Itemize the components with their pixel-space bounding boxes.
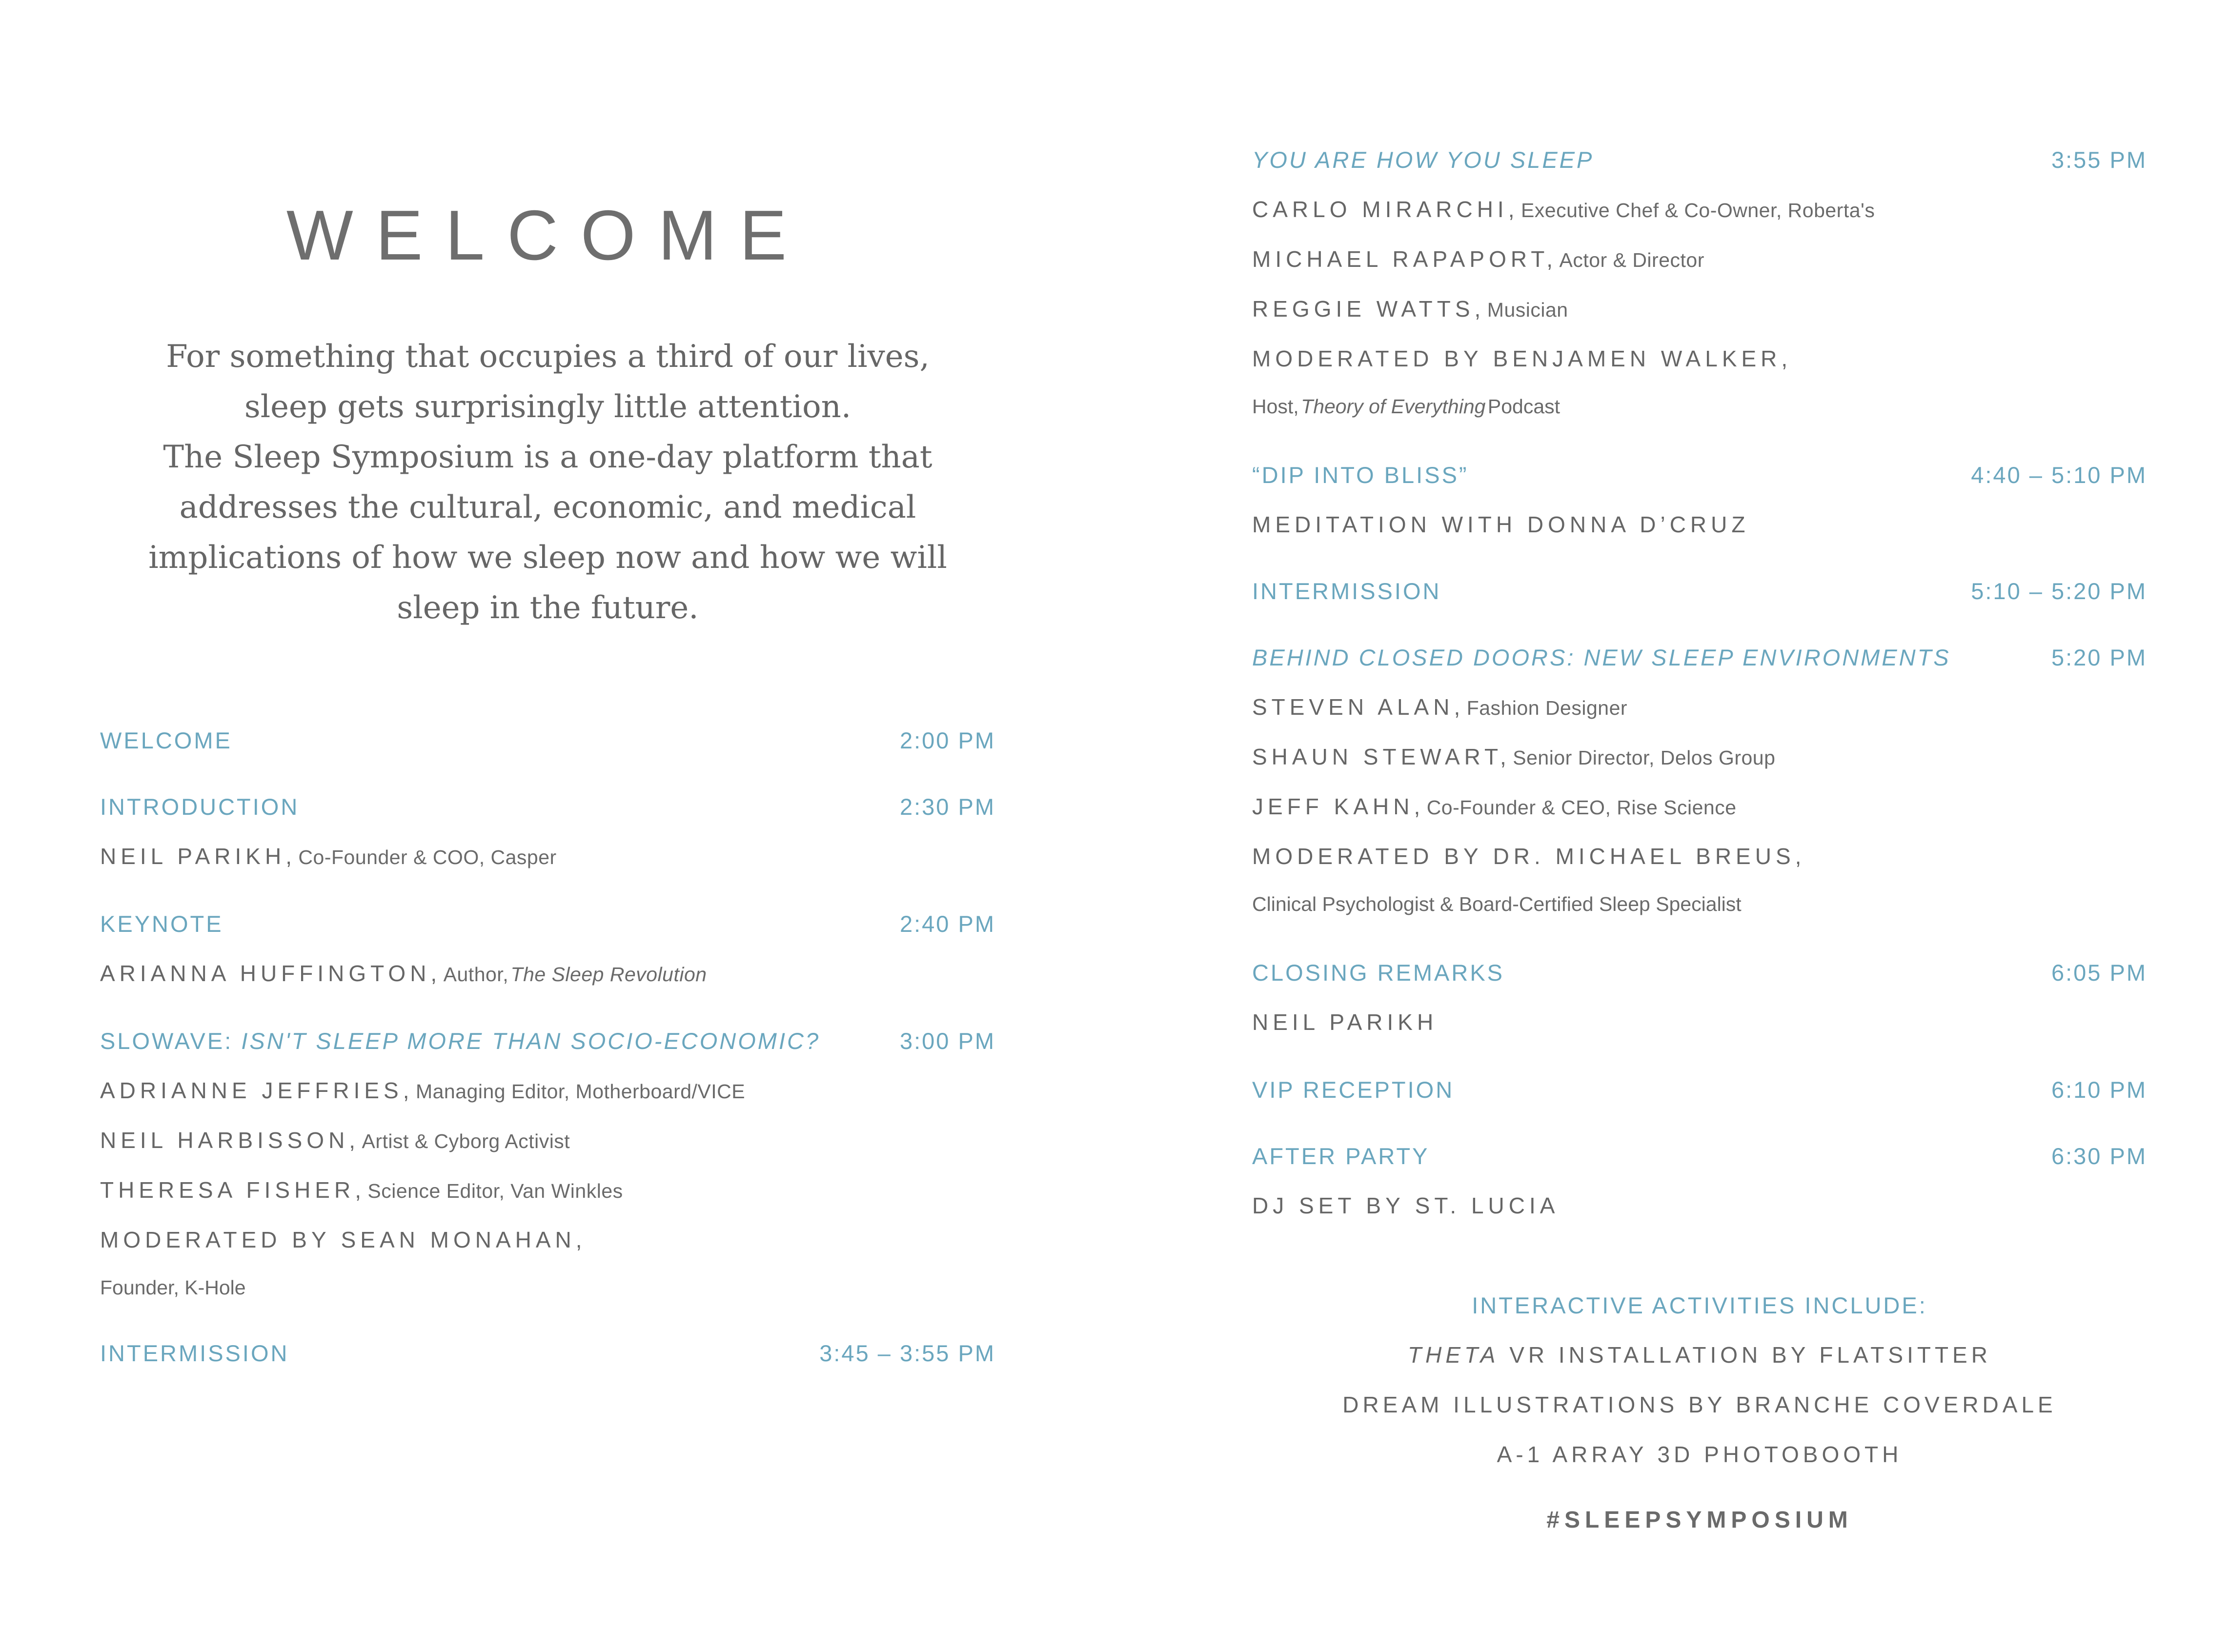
speaker-role: Managing Editor, Motherboard/VICE [415, 1080, 746, 1103]
speaker-row [100, 960, 995, 994]
speaker-name: MICHAEL RAPAPORT, [1252, 246, 1558, 272]
speaker-row [100, 1077, 995, 1111]
intro-line: For something that occupies a third of our lives, [166, 339, 930, 375]
section-time: 5:10 – 5:20 PM [1971, 578, 2147, 604]
section-time: 6:05 PM [2051, 960, 2147, 986]
moderator-row [1252, 843, 2147, 877]
section-time: 6:30 PM [2051, 1143, 2147, 1169]
schedule-intermission [100, 1340, 995, 1374]
speaker-row [1252, 694, 2147, 728]
section-time: 6:10 PM [2051, 1077, 2147, 1103]
detail-row [1252, 1192, 2147, 1227]
schedule-you-are [1252, 146, 2147, 181]
speaker-row [100, 843, 995, 877]
section-label: AFTER PARTY [1252, 1143, 1430, 1169]
speaker-row [1252, 744, 2147, 778]
section-time: 3:00 PM [899, 1028, 995, 1054]
section-label: INTERMISSION [1252, 578, 1441, 604]
activity-theta-rest: VR INSTALLATION BY FLATSITTER [1509, 1342, 1991, 1368]
section-label: VIP RECEPTION [1252, 1077, 1455, 1103]
section-label: “DIP INTO BLISS” [1252, 462, 1469, 488]
welcome-title: WELCOME [286, 196, 810, 275]
intro-line: The Sleep Symposium is a one-day platform that [163, 439, 932, 475]
moderator-role-row [1252, 395, 2147, 429]
speaker-role-prefix: Author, [443, 963, 509, 986]
speaker-role: Musician [1487, 299, 1568, 321]
moderator-row [1252, 345, 2147, 380]
speaker-name: THERESA FISHER, [100, 1177, 365, 1203]
session-detail: MEDITATION WITH DONNA D’CRUZ [1252, 512, 1750, 537]
speaker-role: Executive Chef & Co-Owner, Roberta's [1520, 199, 1875, 222]
speaker-role: Artist & Cyborg Activist [362, 1130, 570, 1152]
intro-paragraph [100, 332, 995, 633]
speaker-row [1252, 793, 2147, 827]
section-time: 5:20 PM [2051, 645, 2147, 670]
schedule-welcome [100, 727, 995, 761]
speaker-name: NEIL PARIKH, [100, 844, 296, 869]
moderator-role-prefix: Host, [1252, 395, 1299, 418]
activity-item: A-1 ARRAY 3D PHOTOBOOTH [1497, 1442, 1903, 1467]
speaker-name: ADRIANNE JEFFRIES, [100, 1078, 414, 1103]
intro-line: addresses the cultural, economic, and medical [179, 489, 916, 525]
schedule-bliss [1252, 462, 2147, 496]
speaker-role: Science Editor, Van Winkles [367, 1180, 623, 1202]
intro-line: implications of how we sleep now and how we will [148, 540, 947, 576]
moderator-role-row [1252, 893, 2147, 927]
session-detail: DJ SET BY ST. LUCIA [1252, 1193, 1560, 1218]
section-label: WELCOME [100, 727, 232, 753]
intro-line: sleep gets surprisingly little attention. [244, 389, 851, 425]
moderator-role: Founder, K-Hole [100, 1276, 246, 1299]
moderator-role-suffix: Podcast [1487, 395, 1560, 418]
section-label: CLOSING REMARKS [1252, 960, 1505, 986]
section-label: INTERMISSION [100, 1340, 289, 1366]
moderator-name: MODERATED BY DR. MICHAEL BREUS, [1252, 844, 1806, 869]
hashtag: #SLEEPSYMPOSIUM [1546, 1507, 1853, 1533]
section-label: KEYNOTE [100, 911, 223, 937]
session-detail: NEIL PARIKH [1252, 1009, 1438, 1035]
moderator-role: Clinical Psychologist & Board-Certified Sleep Specialist [1252, 893, 1742, 915]
section-time: 3:45 – 3:55 PM [819, 1340, 995, 1366]
moderator-name: MODERATED BY BENJAMEN WALKER, [1252, 346, 1792, 371]
section-label: SLOWAVE: [100, 1028, 233, 1054]
section-label: YOU ARE HOW YOU SLEEP [1252, 147, 1594, 173]
speaker-row [100, 1127, 995, 1161]
detail-row [1252, 1009, 2147, 1043]
section-time: 2:40 PM [899, 911, 995, 937]
section-time: 4:40 – 5:10 PM [1971, 462, 2147, 488]
speaker-row [100, 1177, 995, 1211]
speaker-name: SHAUN STEWART, [1252, 744, 1511, 769]
schedule-introduction [100, 793, 995, 827]
schedule-closing [1252, 959, 2147, 993]
speaker-role: Co-Founder & COO, Casper [298, 846, 557, 868]
section-label: BEHIND CLOSED DOORS: NEW SLEEP ENVIRONMENTS [1252, 645, 1951, 670]
detail-row [1252, 511, 2147, 545]
schedule-intermission [1252, 578, 2147, 612]
activity-theta: THETA [1408, 1342, 1500, 1368]
section-time: 2:00 PM [899, 727, 995, 753]
activity-item: DREAM ILLUSTRATIONS BY BRANCHE COVERDALE [1342, 1392, 2057, 1417]
section-time: 2:30 PM [899, 794, 995, 820]
speaker-name: ARIANNA HUFFINGTON, [100, 961, 442, 986]
speaker-role: Senior Director, Delos Group [1513, 746, 1776, 769]
section-label-italic: ISN'T SLEEP MORE THAN SOCIO-ECONOMIC? [241, 1028, 821, 1054]
speaker-role: Fashion Designer [1466, 697, 1628, 719]
schedule-slowave [100, 1027, 995, 1062]
speaker-role: Actor & Director [1559, 249, 1704, 271]
schedule-behind [1252, 644, 2147, 678]
speaker-name: NEIL HARBISSON, [100, 1128, 360, 1153]
speaker-row [1252, 246, 2147, 280]
moderator-row [100, 1227, 995, 1261]
moderator-name: MODERATED BY SEAN MONAHAN, [100, 1227, 587, 1252]
moderator-role-row [100, 1276, 995, 1310]
speaker-row [1252, 296, 2147, 330]
schedule-keynote [100, 910, 995, 945]
show-title: Theory of Everything [1301, 395, 1486, 418]
speaker-name: CARLO MIRARCHI, [1252, 197, 1519, 222]
speaker-name: REGGIE WATTS, [1252, 296, 1485, 322]
speaker-role: Co-Founder & CEO, Rise Science [1426, 796, 1737, 819]
activity-item [1252, 1342, 2147, 1368]
section-time: 3:55 PM [2051, 147, 2147, 173]
schedule-after-party [1252, 1143, 2147, 1177]
section-label: INTRODUCTION [100, 794, 300, 820]
speaker-name: JEFF KAHN, [1252, 794, 1425, 819]
book-title: The Sleep Revolution [510, 963, 707, 986]
intro-line: sleep in the future. [397, 590, 699, 626]
activities-heading: INTERACTIVE ACTIVITIES INCLUDE: [1472, 1292, 1927, 1318]
speaker-name: STEVEN ALAN, [1252, 694, 1465, 720]
speaker-row [1252, 196, 2147, 230]
schedule-vip [1252, 1076, 2147, 1110]
